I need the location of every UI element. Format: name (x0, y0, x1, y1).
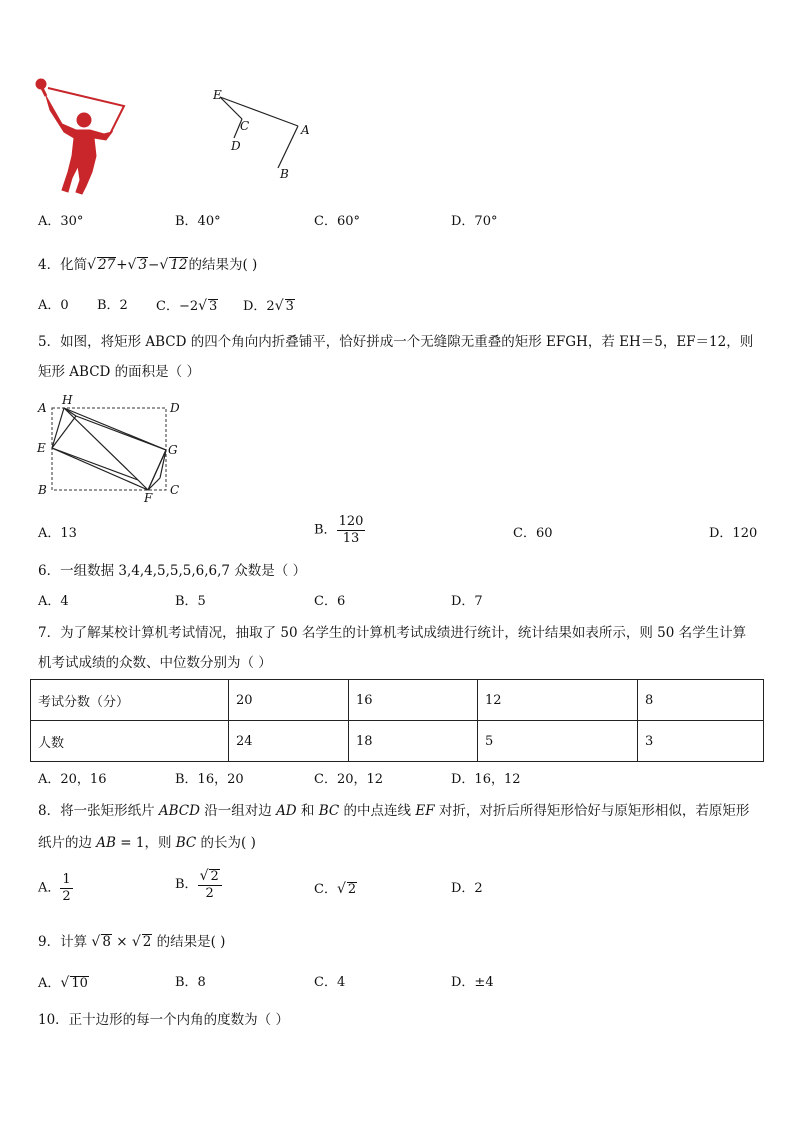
q5-stem-line1: 5．如图，将矩形 ABCD 的四个角向内折叠铺平，恰好拼成一个无缝隙无重叠的矩形 EFGH，若 EH＝5，EF＝12，则 (38, 334, 754, 350)
q3-option-b: B．40° (175, 214, 221, 229)
q4-prefix: 4．化简 (38, 257, 88, 273)
label-f: F (144, 491, 153, 505)
q7-option-b: B．16，20 (175, 772, 244, 787)
q5-option-b: B． $\frac{120}{13}$ (314, 514, 364, 546)
q4-stem: 4．化简√ 27+√ 3−√ 12的结果为( ) (38, 257, 258, 273)
q5-stem-line2: 矩形 ABCD 的面积是（ ） (38, 364, 200, 380)
q8-option-b: B． $\frac{√ 2}{2}$ (175, 868, 222, 902)
label-h: H (62, 393, 73, 407)
q6-stem: 6．一组数据 3,4,4,5,5,5,6,6,7 众数是（ ） (38, 563, 307, 579)
q3-option-c: C．60° (314, 214, 360, 229)
q5-option-d: D．120 (709, 526, 758, 541)
table-row (31, 721, 764, 762)
label-a: A (38, 401, 47, 415)
angle-diagram (210, 86, 320, 182)
q4-suffix: 的结果为( ) (188, 257, 258, 273)
q6-option-d: D．7 (451, 594, 483, 609)
q4-plus: + (116, 257, 128, 273)
q7-option-c: C．20，12 (314, 772, 384, 787)
q4-radicand-3: 12 (170, 257, 188, 273)
table-cell: 3 (638, 721, 764, 762)
label-e: E (213, 88, 222, 102)
label-c: C (240, 119, 250, 133)
table-cell: 18 (349, 721, 478, 762)
q5-option-c: C．60 (513, 526, 553, 541)
q3-option-a: A．30° (38, 214, 84, 229)
q4-option-a: A．0 (38, 298, 69, 313)
q3-option-d: D．70° (451, 214, 498, 229)
table-cell: 24 (229, 721, 349, 762)
q4-option-c: C．−2√ 3 (156, 298, 218, 314)
label-b: B (38, 483, 47, 497)
q7-option-d: D．16，12 (451, 772, 521, 787)
q8-option-c: C．√ 2 (314, 881, 357, 897)
q4-radicand-2: 3 (138, 257, 148, 273)
q4-radicand-1: 27 (98, 257, 116, 273)
score-table (30, 679, 764, 762)
table-cell: 8 (638, 680, 764, 721)
q9-stem: 9．计算 √ 8 × √ 2 的结果是( ) (38, 934, 226, 950)
q6-option-b: B．5 (175, 594, 206, 609)
label-d: D (231, 139, 241, 153)
q7-stem-line1: 7．为了解某校计算机考试情况，抽取了 50 名学生的计算机考试成绩进行统计，统计结果如表所示，则 50 名学生计算 (38, 625, 747, 641)
table-cell: 20 (229, 680, 349, 721)
q8-stem-line1: 8．将一张矩形纸片 ABCD 沿一组对边 AD 和 BC 的中点连线 EF 对折，对折后所得矩形恰好与原矩形相似，若原矩形 (38, 803, 750, 819)
q6-option-c: C．6 (314, 594, 346, 609)
table-cell: 考试分数（分） (31, 680, 229, 721)
q9-option-d: D．±4 (451, 975, 494, 990)
table-cell: 人数 (31, 721, 229, 762)
label-e: E (37, 441, 46, 455)
q7-stem-line2: 机考试成绩的众数、中位数分别为（ ） (38, 655, 272, 671)
label-b: B (280, 167, 289, 181)
q9-option-b: B．8 (175, 975, 206, 990)
q9-option-c: C．4 (314, 975, 346, 990)
label-c: C (170, 483, 180, 497)
q7-option-a: A．20，16 (38, 772, 107, 787)
label-g: G (168, 443, 178, 457)
rope-skipper-figure (32, 76, 132, 198)
q10-stem: 10．正十边形的每一个内角的度数为（ ） (38, 1012, 289, 1028)
q8-stem-line2: 纸片的边 AB = 1，则 BC 的长为( ) (38, 835, 256, 851)
label-a: A (301, 123, 310, 137)
q8-option-d: D．2 (451, 881, 483, 896)
q4-minus: − (148, 257, 160, 273)
label-d: D (170, 401, 180, 415)
folded-rectangle-diagram (34, 392, 184, 508)
table-cell: 5 (478, 721, 638, 762)
q8-option-a: A． $\frac{1}{2}$ (38, 872, 71, 904)
q4-option-b: B．2 (97, 298, 128, 313)
table-cell: 16 (349, 680, 478, 721)
q5-option-a: A．13 (38, 526, 77, 541)
table-row (31, 680, 764, 721)
table-cell: 12 (478, 680, 638, 721)
q4-option-d: D．2√ 3 (243, 298, 294, 314)
q6-option-a: A．4 (38, 594, 69, 609)
q9-option-a: A．√ 10 (38, 975, 88, 991)
